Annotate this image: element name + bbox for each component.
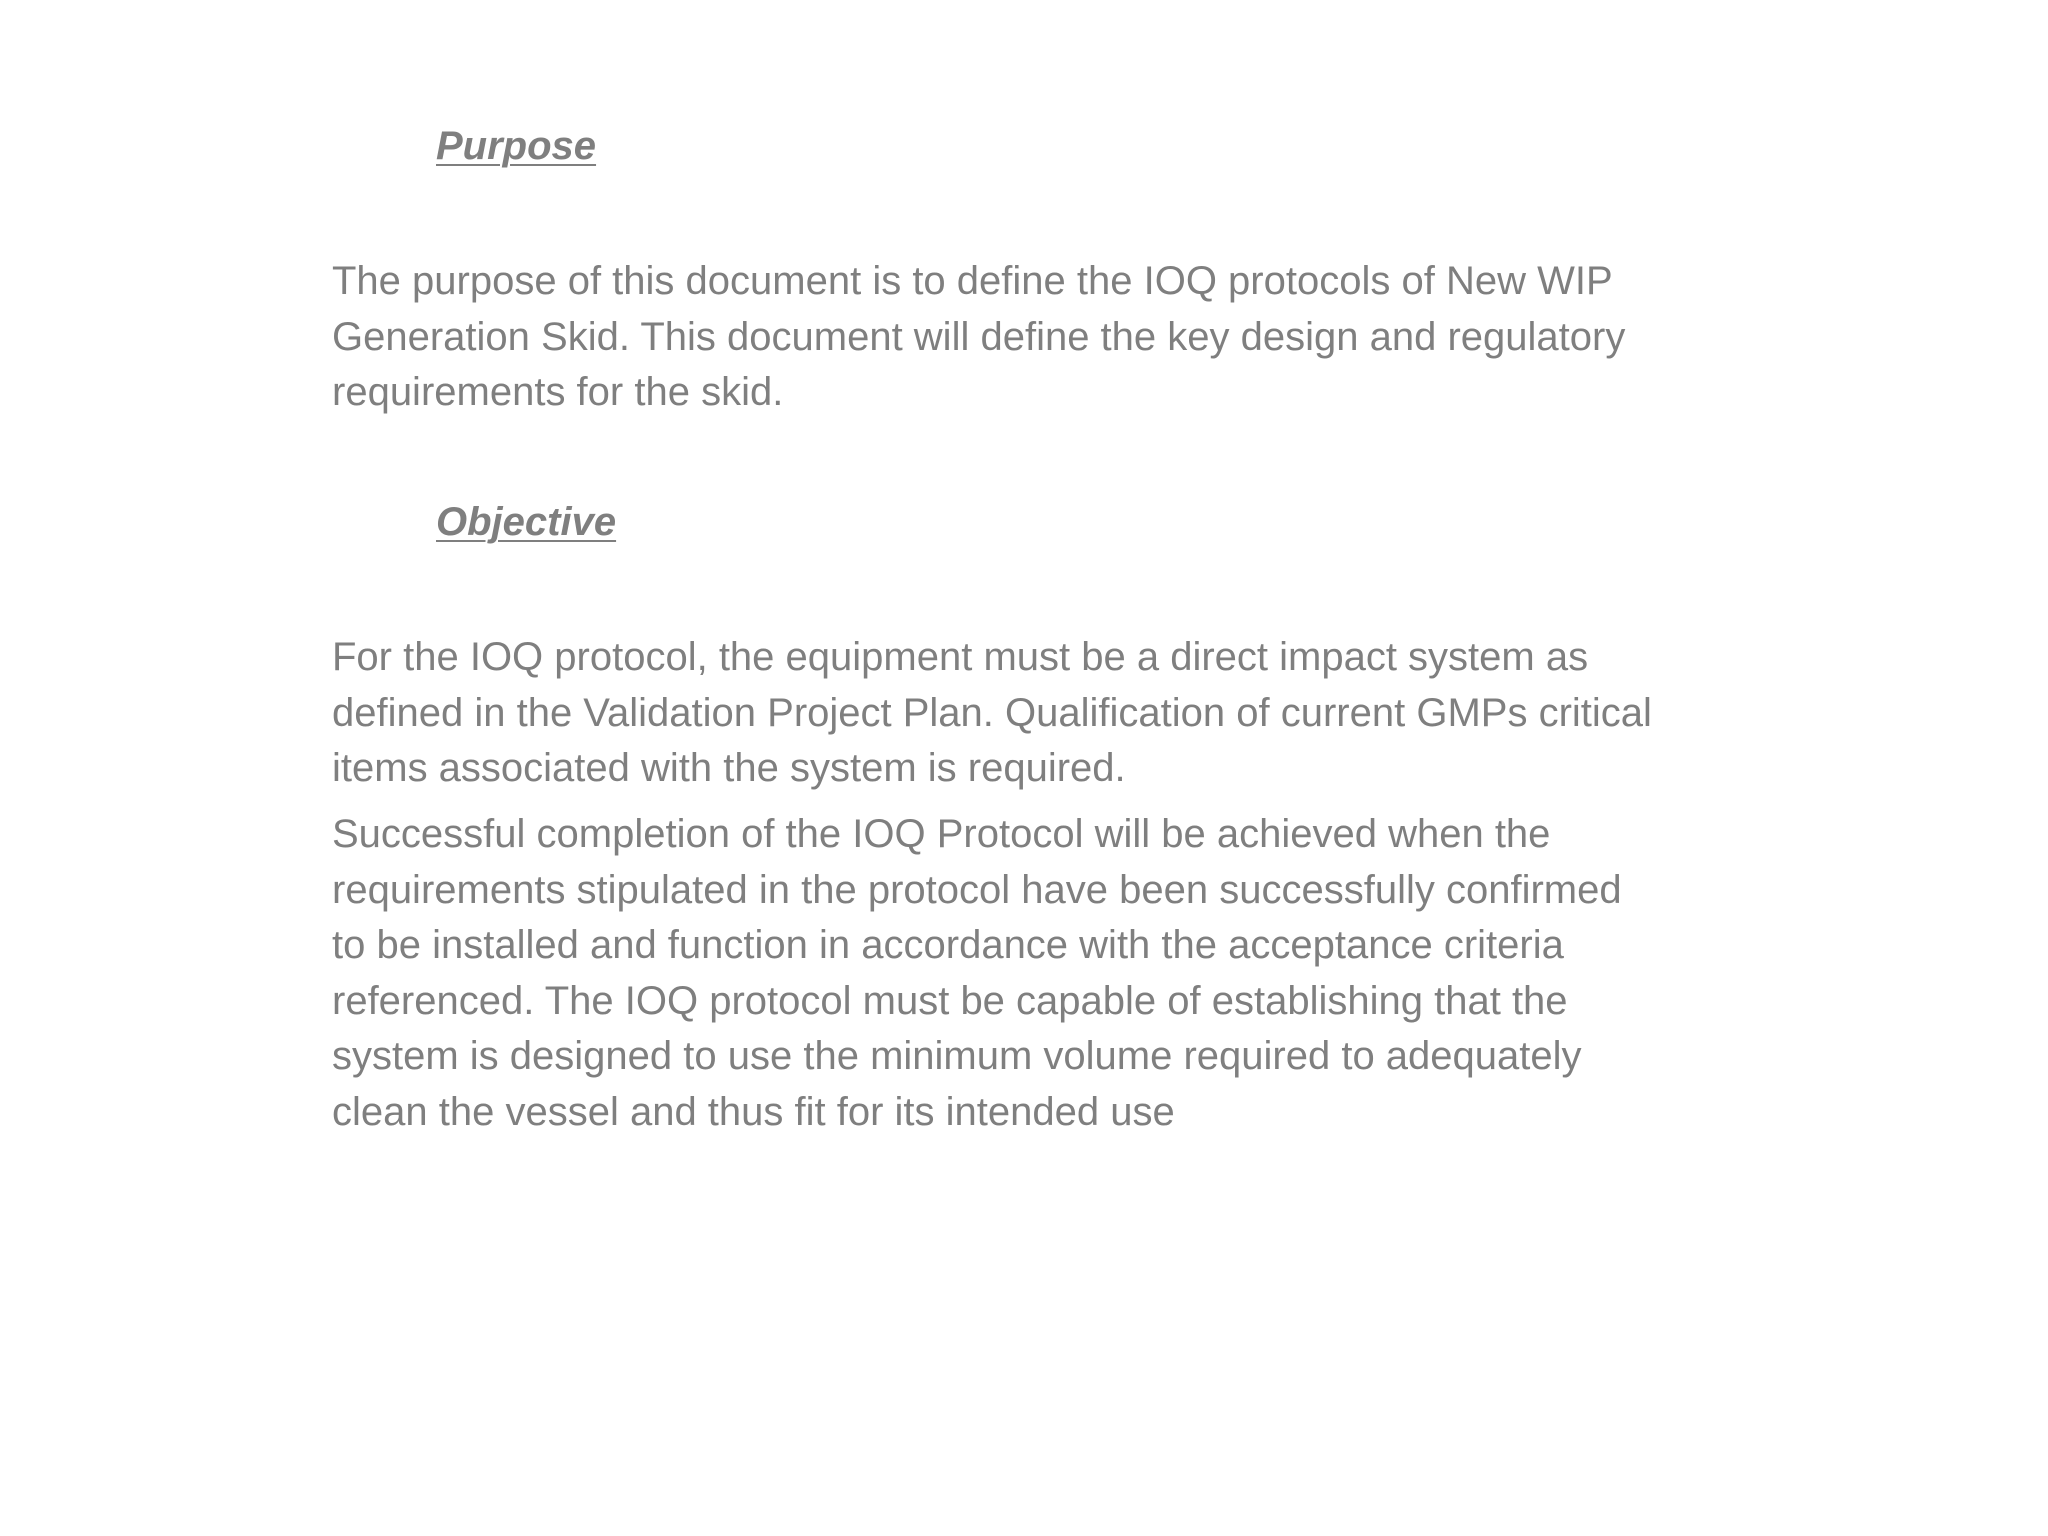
objective-line: to be installed and function in accordance with the acceptance criteria [332,923,1564,967]
objective-line: referenced. The IOQ protocol must be capable of establishing that the [332,978,1568,1023]
purpose-line: Generation Skid. This document will define the key design and regulatory [332,314,1626,359]
purpose-line: The purpose of this document is to define the IOQ protocols of New WIP [332,259,1613,303]
objective-line: Successful completion of the IOQ Protocol will be achieved when the [332,812,1551,856]
purpose-paragraph [332,254,1772,421]
objective-line: defined in the Validation Project Plan. Qualification of current GMPs critical [332,690,1652,735]
objective-line: requirements stipulated in the protocol have been successfully confirmed [332,867,1622,912]
objective-line: system is designed to use the minimum volume required to adequately [332,1034,1582,1078]
objective-line: clean the vessel and thus fit for its intended use [332,1089,1175,1134]
objective-paragraph-2 [332,807,1772,1140]
objective-line: items associated with the system is required. [332,746,1126,790]
purpose-line: requirements for the skid. [332,370,784,414]
objective-paragraph-1 [332,630,1772,797]
objective-line: For the IOQ protocol, the equipment must be a direct impact system as [332,635,1589,679]
purpose-heading: Purpose [436,124,597,168]
objective-heading: Objective [436,500,617,544]
